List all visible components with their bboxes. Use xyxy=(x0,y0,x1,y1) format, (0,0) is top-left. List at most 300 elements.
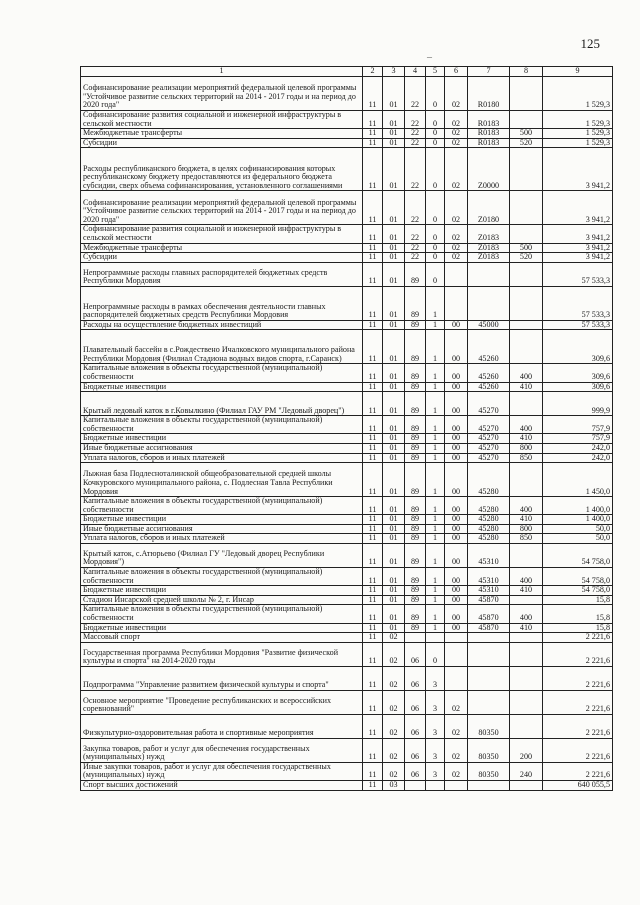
code-subprogram xyxy=(426,633,445,643)
row-name: Массовый спорт xyxy=(81,633,363,643)
code-program: 22 xyxy=(405,111,426,129)
code-direction: 45310 xyxy=(468,568,510,586)
code-program: 89 xyxy=(405,392,426,416)
code-subprogram: 0 xyxy=(426,191,445,225)
row-amount: 3 941,2 xyxy=(543,253,613,263)
code-direction: R0180 xyxy=(468,77,510,111)
row-name: Подпрограмма "Управление развитием физической культуры и спорта" xyxy=(81,666,363,690)
code-subsection: 01 xyxy=(383,77,405,111)
code-expense-type: 850 xyxy=(510,453,543,463)
code-section: 11 xyxy=(363,191,383,225)
row-amount: 1 400,0 xyxy=(543,497,613,515)
row-amount: 15,8 xyxy=(543,623,613,633)
code-expense-type: 400 xyxy=(510,605,543,623)
code-event: 00 xyxy=(445,416,468,434)
code-subsection: 02 xyxy=(383,714,405,738)
table-row xyxy=(81,262,613,286)
code-expense-type xyxy=(510,262,543,286)
row-amount: 1 400,0 xyxy=(543,515,613,525)
code-section: 11 xyxy=(363,524,383,534)
column-header: 5 xyxy=(426,67,445,77)
code-direction: 45310 xyxy=(468,544,510,568)
code-expense-type xyxy=(510,690,543,714)
table-row xyxy=(81,443,613,453)
code-subprogram: 3 xyxy=(426,738,445,762)
code-subsection: 01 xyxy=(383,382,405,392)
code-subprogram: 1 xyxy=(426,534,445,544)
row-amount: 54 758,0 xyxy=(543,586,613,596)
code-event: 02 xyxy=(445,138,468,148)
code-expense-type xyxy=(510,392,543,416)
code-event: 00 xyxy=(445,524,468,534)
code-program: 89 xyxy=(405,286,426,320)
table-row xyxy=(81,364,613,382)
code-subsection: 01 xyxy=(383,262,405,286)
code-section: 11 xyxy=(363,595,383,605)
code-event: 02 xyxy=(445,129,468,139)
code-direction: 80350 xyxy=(468,714,510,738)
code-expense-type: 410 xyxy=(510,382,543,392)
row-amount: 2 221,6 xyxy=(543,714,613,738)
table-row xyxy=(81,714,613,738)
column-number-row xyxy=(81,67,613,77)
code-program: 89 xyxy=(405,544,426,568)
code-program: 89 xyxy=(405,623,426,633)
code-subprogram: 1 xyxy=(426,595,445,605)
row-name: Уплата налогов, сборов и иных платежей xyxy=(81,534,363,544)
table-row xyxy=(81,77,613,111)
code-event: 02 xyxy=(445,225,468,243)
code-event: 02 xyxy=(445,111,468,129)
row-amount: 54 758,0 xyxy=(543,544,613,568)
table-row xyxy=(81,586,613,596)
table-row xyxy=(81,320,613,330)
code-direction xyxy=(468,286,510,320)
code-event: 00 xyxy=(445,463,468,497)
row-amount: 309,6 xyxy=(543,330,613,364)
table-body xyxy=(81,77,613,791)
row-name: Капитальные вложения в объекты государственной (муниципальной) собственности xyxy=(81,497,363,515)
row-name: Физкультурно-оздоровительная работа и спортивные мероприятия xyxy=(81,714,363,738)
code-expense-type xyxy=(510,225,543,243)
code-direction: 80350 xyxy=(468,738,510,762)
code-expense-type xyxy=(510,111,543,129)
code-section: 11 xyxy=(363,534,383,544)
code-subprogram: 1 xyxy=(426,392,445,416)
code-subprogram: 0 xyxy=(426,129,445,139)
row-amount: 2 221,6 xyxy=(543,642,613,666)
code-program: 22 xyxy=(405,243,426,253)
code-subsection: 01 xyxy=(383,586,405,596)
code-direction: 45260 xyxy=(468,364,510,382)
code-direction xyxy=(468,262,510,286)
code-event: 00 xyxy=(445,330,468,364)
code-subsection: 01 xyxy=(383,253,405,263)
table-row xyxy=(81,434,613,444)
code-subprogram: 1 xyxy=(426,364,445,382)
code-subsection: 01 xyxy=(383,364,405,382)
table-row xyxy=(81,330,613,364)
code-program xyxy=(405,633,426,643)
code-direction: 45270 xyxy=(468,416,510,434)
code-subsection: 01 xyxy=(383,544,405,568)
row-amount: 309,6 xyxy=(543,382,613,392)
code-expense-type xyxy=(510,642,543,666)
table-row xyxy=(81,111,613,129)
code-subsection: 01 xyxy=(383,534,405,544)
code-subprogram: 0 xyxy=(426,138,445,148)
code-program: 89 xyxy=(405,262,426,286)
code-direction xyxy=(468,642,510,666)
code-expense-type: 400 xyxy=(510,416,543,434)
table-row xyxy=(81,515,613,525)
table-row xyxy=(81,633,613,643)
code-expense-type xyxy=(510,320,543,330)
row-name: Капитальные вложения в объекты государственной (муниципальной) собственности xyxy=(81,416,363,434)
row-amount: 1 529,3 xyxy=(543,111,613,129)
code-program: 89 xyxy=(405,595,426,605)
code-program: 89 xyxy=(405,434,426,444)
code-program: 89 xyxy=(405,320,426,330)
code-subsection: 01 xyxy=(383,595,405,605)
column-header: 7 xyxy=(468,67,510,77)
row-amount: 2 221,6 xyxy=(543,762,613,780)
code-expense-type xyxy=(510,77,543,111)
code-expense-type xyxy=(510,191,543,225)
dash-mark: – xyxy=(427,52,432,63)
row-amount: 999,9 xyxy=(543,392,613,416)
code-subprogram: 0 xyxy=(426,243,445,253)
code-program: 89 xyxy=(405,463,426,497)
row-name: Государственная программа Республики Мордовия "Развитие физической культуры и спорта" на 2014-2020 годы xyxy=(81,642,363,666)
row-name: Софинансирование развития социальной и инженерной инфраструктуры в сельской местности xyxy=(81,111,363,129)
code-subprogram: 3 xyxy=(426,666,445,690)
code-direction: 45270 xyxy=(468,443,510,453)
row-name: Стадион Инсарской средней школы № 2, г. Инсар xyxy=(81,595,363,605)
code-section: 11 xyxy=(363,129,383,139)
code-section: 11 xyxy=(363,453,383,463)
code-section: 11 xyxy=(363,781,383,791)
code-direction: 45870 xyxy=(468,623,510,633)
table-row xyxy=(81,148,613,191)
table-row xyxy=(81,781,613,791)
code-subprogram: 1 xyxy=(426,286,445,320)
row-name: Бюджетные инвестиции xyxy=(81,586,363,596)
code-subprogram: 0 xyxy=(426,225,445,243)
row-amount: 757,9 xyxy=(543,416,613,434)
code-section: 11 xyxy=(363,148,383,191)
code-program xyxy=(405,781,426,791)
code-section: 11 xyxy=(363,762,383,780)
code-program: 22 xyxy=(405,148,426,191)
row-name: Непрограммные расходы главных распорядителей бюджетных средств Республики Мордовия xyxy=(81,262,363,286)
table-row xyxy=(81,690,613,714)
code-program: 06 xyxy=(405,762,426,780)
code-subsection: 01 xyxy=(383,392,405,416)
code-direction: Z0180 xyxy=(468,191,510,225)
table-row xyxy=(81,534,613,544)
code-subprogram: 1 xyxy=(426,568,445,586)
row-name: Софинансирование реализации мероприятий федеральной целевой программы "Устойчивое развитие сельских территорий на 2014 - 2017 годы и на период до 2020 года" xyxy=(81,191,363,225)
code-section: 11 xyxy=(363,262,383,286)
code-subprogram: 0 xyxy=(426,253,445,263)
row-name: Софинансирование развития социальной и инженерной инфраструктуры в сельской местности xyxy=(81,225,363,243)
table-row xyxy=(81,453,613,463)
code-subsection: 01 xyxy=(383,286,405,320)
table-row xyxy=(81,243,613,253)
code-event: 00 xyxy=(445,623,468,633)
row-amount: 3 941,2 xyxy=(543,243,613,253)
code-event: 00 xyxy=(445,568,468,586)
table-row xyxy=(81,138,613,148)
code-section: 11 xyxy=(363,111,383,129)
code-program: 06 xyxy=(405,666,426,690)
code-event xyxy=(445,781,468,791)
code-direction: 45280 xyxy=(468,515,510,525)
code-subsection: 01 xyxy=(383,148,405,191)
code-program: 89 xyxy=(405,524,426,534)
code-expense-type xyxy=(510,595,543,605)
row-amount: 50,0 xyxy=(543,524,613,534)
code-direction: 45280 xyxy=(468,524,510,534)
code-program: 89 xyxy=(405,330,426,364)
code-subprogram: 1 xyxy=(426,382,445,392)
code-program: 22 xyxy=(405,138,426,148)
code-event: 00 xyxy=(445,595,468,605)
code-program: 89 xyxy=(405,364,426,382)
row-name: Бюджетные инвестиции xyxy=(81,515,363,525)
code-expense-type: 400 xyxy=(510,364,543,382)
code-expense-type: 500 xyxy=(510,243,543,253)
row-amount: 54 758,0 xyxy=(543,568,613,586)
code-subsection: 01 xyxy=(383,416,405,434)
code-subsection: 02 xyxy=(383,633,405,643)
code-subsection: 01 xyxy=(383,497,405,515)
code-program: 89 xyxy=(405,453,426,463)
code-subprogram: 1 xyxy=(426,544,445,568)
code-section: 11 xyxy=(363,515,383,525)
row-amount: 3 941,2 xyxy=(543,225,613,243)
code-subprogram: 1 xyxy=(426,605,445,623)
code-program: 22 xyxy=(405,129,426,139)
code-section: 11 xyxy=(363,77,383,111)
row-amount: 1 529,3 xyxy=(543,129,613,139)
row-amount: 3 941,2 xyxy=(543,191,613,225)
code-direction: 45280 xyxy=(468,497,510,515)
code-section: 11 xyxy=(363,544,383,568)
code-subprogram: 1 xyxy=(426,497,445,515)
row-name: Софинансирование реализации мероприятий федеральной целевой программы "Устойчивое развитие сельских территорий на 2014 - 2017 годы и на период до 2020 года" xyxy=(81,77,363,111)
row-amount: 2 221,6 xyxy=(543,690,613,714)
code-expense-type: 520 xyxy=(510,138,543,148)
code-expense-type xyxy=(510,633,543,643)
code-event: 00 xyxy=(445,382,468,392)
code-section: 11 xyxy=(363,714,383,738)
row-name: Лыжная база Подлесноталинской общеобразовательной средней школы Кочкуровского муниципального района, с. Подлесная Тавла Республики Мордовия xyxy=(81,463,363,497)
code-section: 11 xyxy=(363,243,383,253)
code-expense-type: 410 xyxy=(510,586,543,596)
code-direction: Z0183 xyxy=(468,225,510,243)
code-program: 06 xyxy=(405,642,426,666)
code-direction xyxy=(468,633,510,643)
row-amount: 309,6 xyxy=(543,364,613,382)
code-subprogram: 1 xyxy=(426,515,445,525)
row-name: Плавательный бассейн в с.Рождествено Ичалковского муниципального района Республики Мордовия (Филиал Стадиона водных видов спорта, г.Саранск) xyxy=(81,330,363,364)
row-name: Иные бюджетные ассигнования xyxy=(81,524,363,534)
code-event: 02 xyxy=(445,690,468,714)
code-direction: 80350 xyxy=(468,762,510,780)
code-direction: R0183 xyxy=(468,129,510,139)
row-name: Уплата налогов, сборов и иных платежей xyxy=(81,453,363,463)
code-direction: 45870 xyxy=(468,605,510,623)
row-amount: 1 450,0 xyxy=(543,463,613,497)
table-row xyxy=(81,463,613,497)
code-section: 11 xyxy=(363,138,383,148)
code-section: 11 xyxy=(363,364,383,382)
budget-table xyxy=(80,66,613,791)
column-header: 3 xyxy=(383,67,405,77)
table-row xyxy=(81,253,613,263)
row-amount: 1 529,3 xyxy=(543,77,613,111)
code-event: 02 xyxy=(445,191,468,225)
code-subsection: 01 xyxy=(383,568,405,586)
code-subsection: 03 xyxy=(383,781,405,791)
code-expense-type xyxy=(510,781,543,791)
code-program: 06 xyxy=(405,738,426,762)
row-name: Крытый ледовый каток в г.Ковылкино (Филиал ГАУ РМ "Ледовый дворец") xyxy=(81,392,363,416)
code-expense-type: 200 xyxy=(510,738,543,762)
code-subprogram: 1 xyxy=(426,416,445,434)
row-amount: 242,0 xyxy=(543,443,613,453)
table-row xyxy=(81,392,613,416)
code-expense-type: 800 xyxy=(510,443,543,453)
row-amount: 757,9 xyxy=(543,434,613,444)
row-amount: 57 533,3 xyxy=(543,320,613,330)
page-number: 125 xyxy=(580,36,600,51)
code-subsection: 02 xyxy=(383,666,405,690)
row-name: Закупка товаров, работ и услуг для обеспечения государственных (муниципальных) нужд xyxy=(81,738,363,762)
code-subsection: 01 xyxy=(383,330,405,364)
code-section: 11 xyxy=(363,642,383,666)
code-subsection: 01 xyxy=(383,453,405,463)
code-subsection: 01 xyxy=(383,443,405,453)
code-subprogram: 0 xyxy=(426,642,445,666)
code-program: 89 xyxy=(405,605,426,623)
code-direction xyxy=(468,666,510,690)
code-subprogram: 1 xyxy=(426,320,445,330)
row-name: Бюджетные инвестиции xyxy=(81,382,363,392)
code-direction: 45280 xyxy=(468,534,510,544)
row-name: Субсидии xyxy=(81,253,363,263)
code-subprogram: 1 xyxy=(426,463,445,497)
code-program: 22 xyxy=(405,191,426,225)
row-name: Межбюджетные трансферты xyxy=(81,129,363,139)
table-row xyxy=(81,605,613,623)
code-direction: Z0183 xyxy=(468,253,510,263)
code-event: 00 xyxy=(445,392,468,416)
code-section: 11 xyxy=(363,568,383,586)
code-expense-type: 400 xyxy=(510,568,543,586)
code-direction: 45270 xyxy=(468,392,510,416)
code-expense-type: 520 xyxy=(510,253,543,263)
code-subprogram: 0 xyxy=(426,77,445,111)
row-name: Капитальные вложения в объекты государственной (муниципальной) собственности xyxy=(81,364,363,382)
code-section: 11 xyxy=(363,463,383,497)
column-header: 1 xyxy=(81,67,363,77)
code-section: 11 xyxy=(363,416,383,434)
code-direction: 45310 xyxy=(468,586,510,596)
code-event: 00 xyxy=(445,434,468,444)
code-expense-type xyxy=(510,544,543,568)
row-name: Иные закупки товаров, работ и услуг для обеспечения государственных (муниципальных) нужд xyxy=(81,762,363,780)
table-row xyxy=(81,497,613,515)
code-subsection: 01 xyxy=(383,434,405,444)
code-section: 11 xyxy=(363,434,383,444)
table-row xyxy=(81,129,613,139)
column-header: 8 xyxy=(510,67,543,77)
code-expense-type xyxy=(510,714,543,738)
row-name: Бюджетные инвестиции xyxy=(81,434,363,444)
code-section: 11 xyxy=(363,633,383,643)
code-section: 11 xyxy=(363,225,383,243)
row-name: Капитальные вложения в объекты государственной (муниципальной) собственности xyxy=(81,605,363,623)
row-name: Расходы на осуществление бюджетных инвестиций xyxy=(81,320,363,330)
code-subprogram: 1 xyxy=(426,586,445,596)
code-event xyxy=(445,262,468,286)
code-event: 00 xyxy=(445,453,468,463)
code-program: 89 xyxy=(405,416,426,434)
row-amount: 15,8 xyxy=(543,595,613,605)
code-program: 22 xyxy=(405,77,426,111)
code-subsection: 01 xyxy=(383,225,405,243)
code-section: 11 xyxy=(363,497,383,515)
code-subsection: 01 xyxy=(383,111,405,129)
code-subprogram: 1 xyxy=(426,434,445,444)
code-subprogram: 1 xyxy=(426,453,445,463)
code-event: 00 xyxy=(445,443,468,453)
code-subsection: 02 xyxy=(383,762,405,780)
code-section: 11 xyxy=(363,605,383,623)
row-amount: 242,0 xyxy=(543,453,613,463)
code-expense-type xyxy=(510,330,543,364)
table-row xyxy=(81,666,613,690)
code-event xyxy=(445,642,468,666)
code-subprogram: 3 xyxy=(426,714,445,738)
code-event: 02 xyxy=(445,738,468,762)
code-event: 02 xyxy=(445,253,468,263)
table-row xyxy=(81,382,613,392)
row-amount: 640 055,5 xyxy=(543,781,613,791)
code-expense-type: 410 xyxy=(510,623,543,633)
code-subsection: 01 xyxy=(383,243,405,253)
table-row xyxy=(81,568,613,586)
code-subprogram: 0 xyxy=(426,148,445,191)
table-row xyxy=(81,544,613,568)
column-header: 6 xyxy=(445,67,468,77)
code-section: 11 xyxy=(363,286,383,320)
row-name: Расходы республиканского бюджета, в целях софинансирования которых республиканскому бюджету предоставляются из федерального бюджета субсидии, сверх объема софинансирования, установленного соглашениями xyxy=(81,148,363,191)
code-expense-type: 410 xyxy=(510,515,543,525)
row-amount: 50,0 xyxy=(543,534,613,544)
code-event: 00 xyxy=(445,605,468,623)
code-expense-type xyxy=(510,463,543,497)
code-direction: 45260 xyxy=(468,330,510,364)
table-row xyxy=(81,762,613,780)
code-subprogram: 1 xyxy=(426,623,445,633)
code-expense-type: 800 xyxy=(510,524,543,534)
row-amount: 3 941,2 xyxy=(543,148,613,191)
code-event: 02 xyxy=(445,714,468,738)
